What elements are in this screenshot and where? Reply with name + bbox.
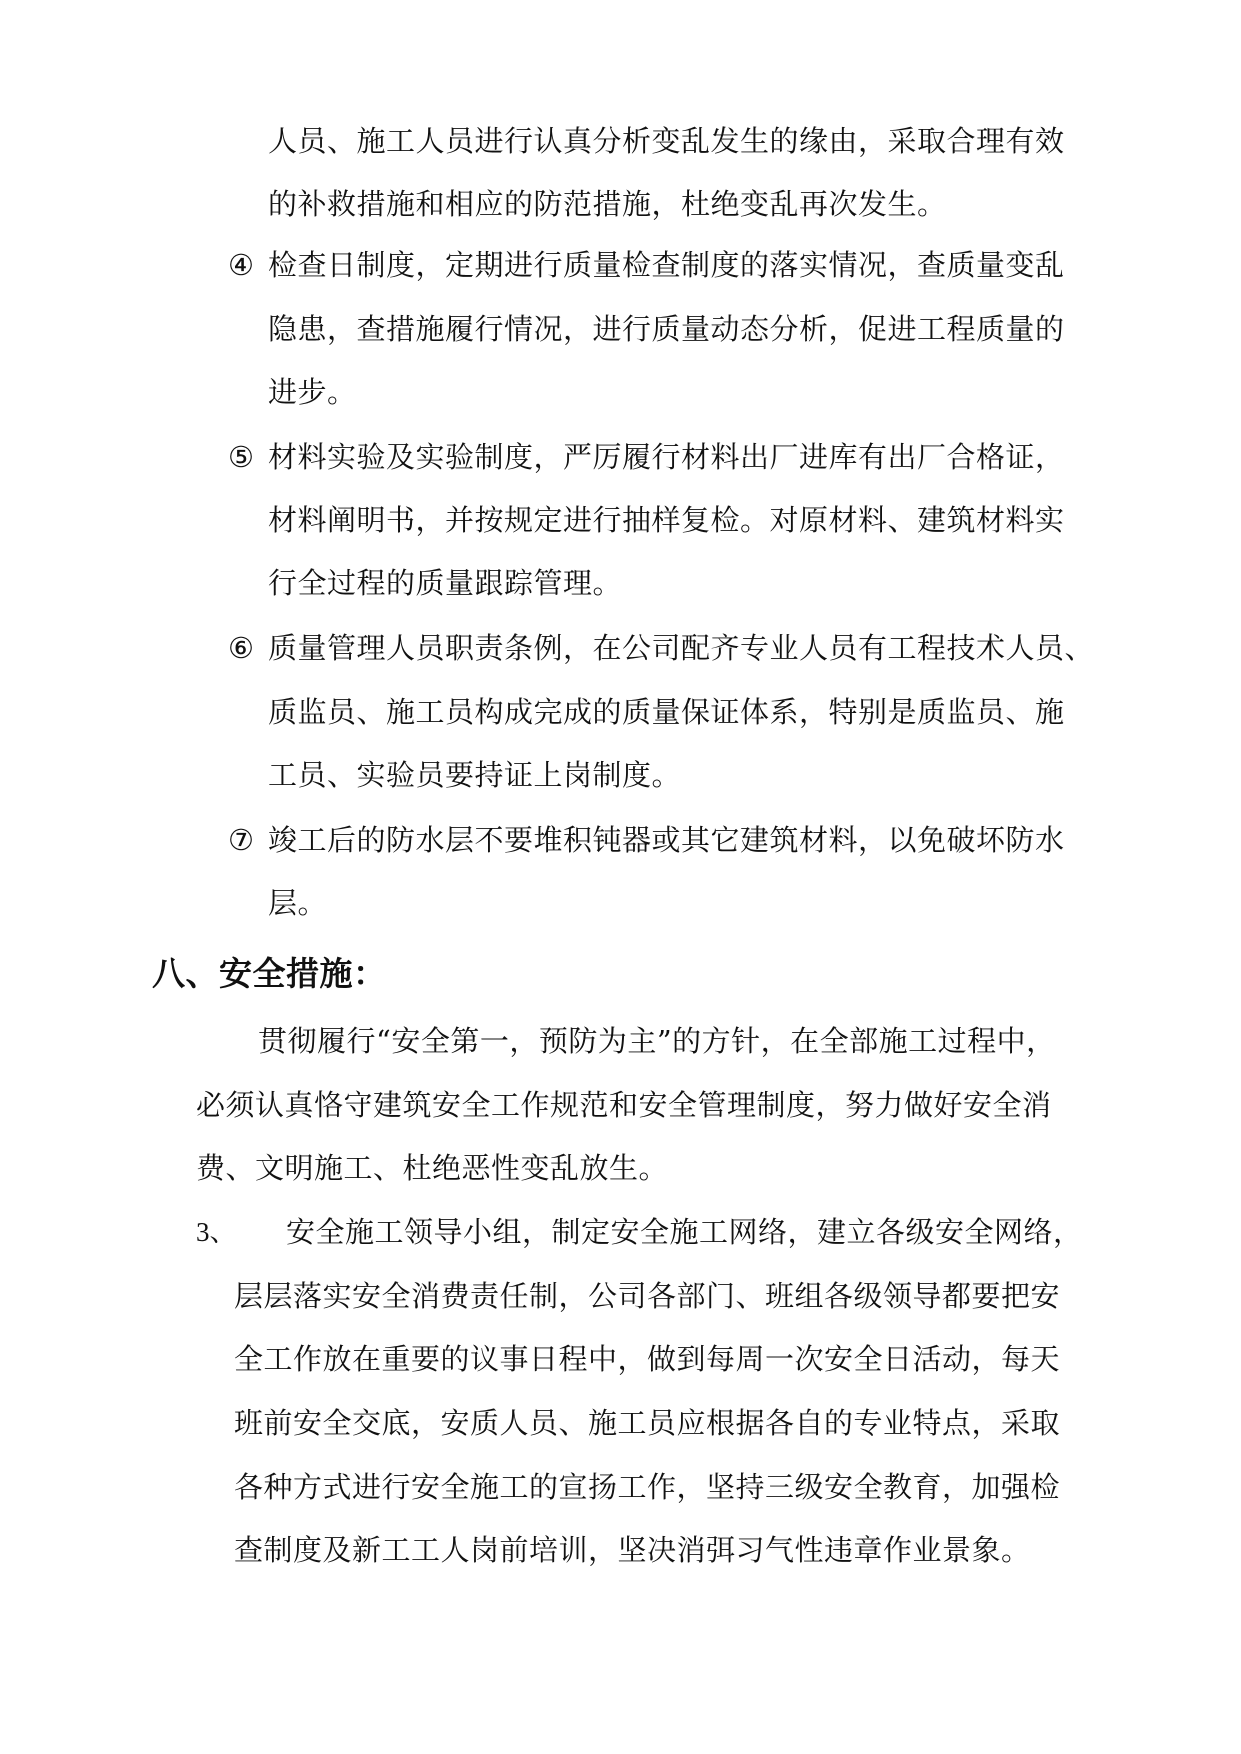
numbered-item-line-6: 查制度及新工工人岗前培训，坚决消弭习气性违章作业景象。 — [234, 1533, 1031, 1567]
item-5-line-1: 材料实验及实验制度，严厉履行材料出厂进库有出厂合格证， — [268, 440, 1065, 474]
section-para-line-1: 贯彻履行“安全第一，预防为主”的方针，在全部施工过程中， — [258, 1024, 1056, 1058]
item-6-line-3: 工员、实验员要持证上岗制度。 — [268, 758, 682, 792]
item-4-line-3: 进步。 — [268, 375, 357, 409]
item-6-line-1: 质量管理人员职责条例，在公司配齐专业人员有工程技术人员、 — [268, 631, 1095, 665]
item-5-line-3: 行全过程的质量跟踪管理。 — [268, 566, 623, 600]
item-5-marker: ⑤ — [228, 440, 255, 474]
intro-line-1: 人员、施工人员进行认真分析变乱发生的缘由，采取合理有效 — [268, 124, 1065, 158]
item-6-line-2: 质监员、施工员构成完成的质量保证体系，特别是质监员、施 — [268, 695, 1065, 729]
section-para-line-3: 费、文明施工、杜绝恶性变乱放生。 — [196, 1151, 669, 1185]
item-7-marker: ⑦ — [228, 823, 255, 857]
section-para-line-2: 必须认真恪守建筑安全工作规范和安全管理制度，努力做好安全消 — [196, 1088, 1052, 1122]
numbered-item-line-1: 安全施工领导小组，制定安全施工网络，建立各级安全网络， — [286, 1215, 1083, 1249]
intro-line-2: 的补救措施和相应的防范措施，杜绝变乱再次发生。 — [268, 187, 947, 221]
item-6-marker: ⑥ — [228, 631, 255, 665]
numbered-item-line-4: 班前安全交底，安质人员、施工员应根据各自的专业特点，采取 — [234, 1406, 1061, 1440]
item-4-line-1: 检查日制度，定期进行质量检查制度的落实情况，查质量变乱 — [268, 248, 1065, 282]
section-heading: 八、安全措施： — [152, 954, 387, 993]
item-5-line-2: 材料阐明书，并按规定进行抽样复检。对原材料、建筑材料实 — [268, 503, 1065, 537]
item-4-marker: ④ — [228, 248, 255, 282]
numbered-item-line-2: 层层落实安全消费责任制，公司各部门、班组各级领导都要把安 — [234, 1279, 1061, 1313]
numbered-item-line-3: 全工作放在重要的议事日程中，做到每周一次安全日活动，每天 — [234, 1342, 1061, 1376]
item-7-line-2: 层。 — [268, 886, 328, 920]
item-7-line-1: 竣工后的防水层不要堆积钝器或其它建筑材料，以免破坏防水 — [268, 823, 1065, 857]
numbered-item-line-5: 各种方式进行安全施工的宣扬工作，坚持三级安全教育，加强检 — [234, 1470, 1061, 1504]
numbered-item-number: 3、 — [196, 1217, 237, 1247]
item-4-line-2: 隐患，查措施履行情况，进行质量动态分析，促进工程质量的 — [268, 312, 1065, 346]
